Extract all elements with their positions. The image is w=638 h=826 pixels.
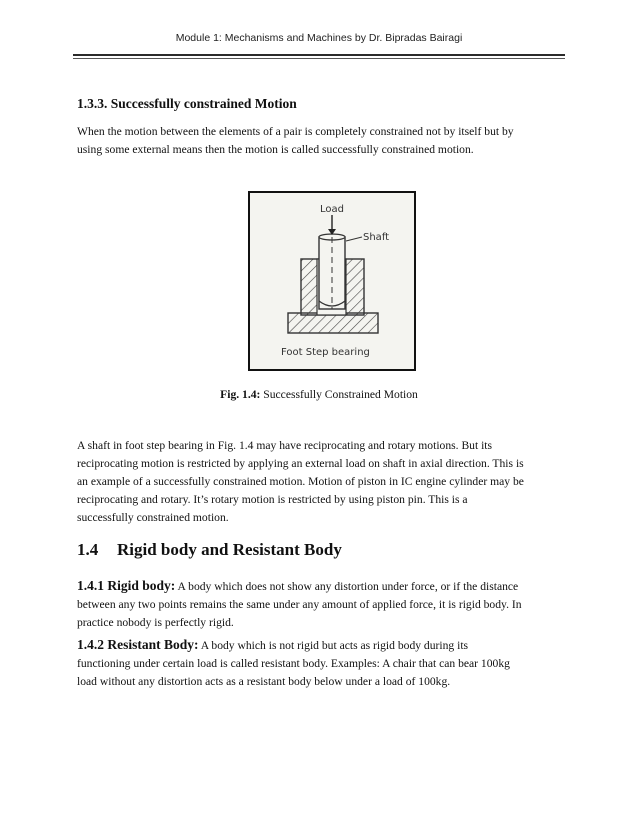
paragraph-foot-step-bearing — [77, 437, 563, 527]
text-line: reciprocating motion is restricted by applying an external load on shaft in axial direction. This is — [77, 457, 524, 470]
page-header: Module 1: Mechanisms and Machines by Dr. Bipradas Bairagi — [175, 32, 463, 44]
caption-text: Successfully Constrained Motion — [260, 388, 418, 401]
header-rule-thin — [73, 58, 565, 59]
rigid-body-heading: 1.4.1 Rigid body: — [77, 578, 176, 593]
bearing-label: Foot Step bearing — [281, 347, 370, 358]
foot-step-bearing-sketch — [250, 193, 414, 369]
text-line: using some external means then the motion is called successfully constrained motion. — [77, 143, 474, 156]
resistant-body-heading: 1.4.2 Resistant Body: — [77, 637, 199, 652]
resistant-body-text: A body which is not rigid but acts as rigid body during its — [198, 639, 469, 652]
text-line — [77, 636, 563, 655]
header-rule-thick — [73, 54, 565, 56]
text-line: reciprocating and rotary. It’s rotary motion is restricted by using piston pin. This is a — [77, 493, 468, 506]
foot-step-bearing-figure — [248, 191, 416, 371]
text-line: an example of a successfully constrained motion. Motion of piston in IC engine cylinder may be — [77, 475, 524, 488]
section-number: 1.4 — [77, 540, 99, 559]
section-1-4-1-paragraph — [77, 577, 563, 632]
shaft-label: Shaft — [363, 232, 390, 243]
caption-label: Fig. 1.4: — [220, 388, 261, 401]
text-line: When the motion between the elements of a pair is completely constrained not by itself but by — [77, 125, 514, 138]
text-line: functioning under certain load is called resistant body. Examples: A chair that can bear 100kg — [77, 657, 510, 670]
text-line: practice nobody is perfectly rigid. — [77, 616, 234, 629]
section-1-4-heading — [77, 540, 342, 560]
section-1-3-3-paragraph — [77, 123, 563, 159]
bearing-base — [288, 313, 378, 333]
figure-caption — [0, 388, 638, 401]
load-label: Load — [320, 204, 344, 215]
section-title: Rigid body and Resistant Body — [117, 540, 342, 559]
text-line: A shaft in foot step bearing in Fig. 1.4 may have reciprocating and rotary motions. But its — [77, 439, 493, 452]
text-line: successfully constrained motion. — [77, 511, 229, 524]
section-1-3-3-heading: 1.3.3. Successfully constrained Motion — [77, 96, 297, 111]
text-line — [77, 577, 563, 596]
text-line: load without any distortion acts as a resistant body below under a load of 100kg. — [77, 675, 451, 688]
rigid-body-text: A body which does not show any distortion under force, or if the distance — [175, 580, 519, 593]
section-1-4-2-paragraph — [77, 636, 563, 691]
text-line: between any two points remains the same under any amount of applied force, it is rigid body. In — [77, 598, 522, 611]
